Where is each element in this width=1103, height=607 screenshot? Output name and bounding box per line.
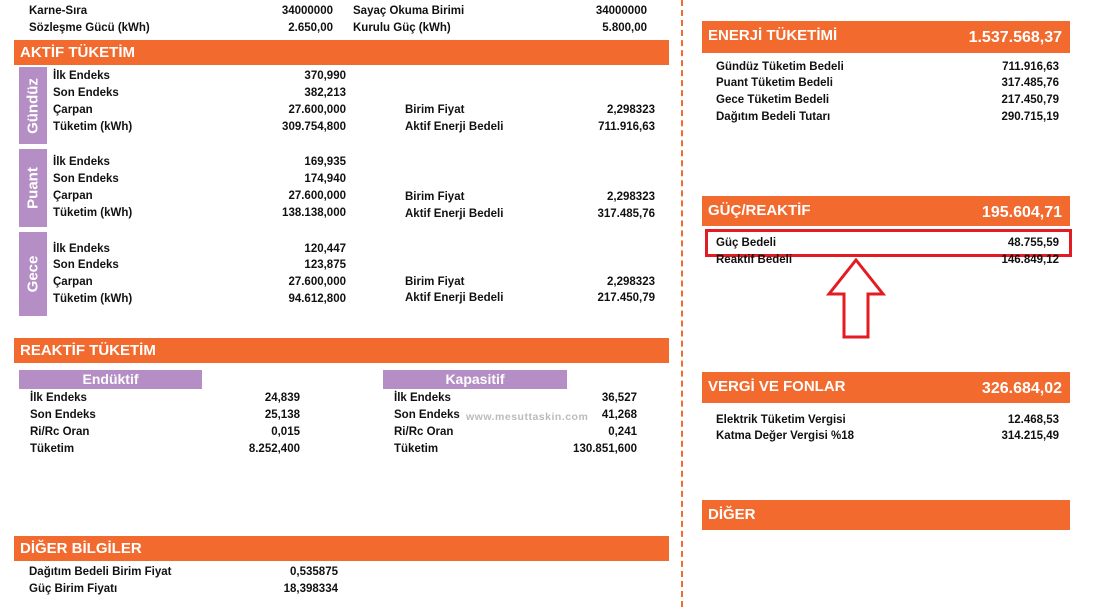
gunduz-carpan-label: Çarpan (53, 104, 93, 116)
dagitim-birim-value: 0,535875 (290, 566, 338, 578)
kapasitif-tuketim-value: 130.851,600 (573, 443, 637, 455)
karne-label: Karne-Sıra (29, 5, 88, 17)
gece-birim-label: Birim Fiyat (405, 276, 465, 288)
enerji-row-label: Dağıtım Bedeli Tutarı (716, 111, 831, 123)
dagitim-birim-label: Dağıtım Bedeli Birim Fiyat (29, 566, 172, 578)
diger-bilgiler-header (14, 536, 669, 561)
kurulu-value: 5.800,00 (602, 22, 647, 34)
diger-title: DİĞER (708, 506, 756, 523)
kurulu-label: Kurulu Güç (kWh) (353, 22, 451, 34)
enerji-row-value: 317.485,76 (1001, 77, 1059, 89)
gunduz-ilk-value: 370,990 (304, 70, 346, 82)
puant-son-label: Son Endeks (53, 173, 119, 185)
enerji-row-value: 217.450,79 (1001, 94, 1059, 106)
gece-carpan-value: 27.600,000 (288, 276, 346, 288)
karne-value: 34000000 (281, 5, 333, 17)
diger-header (702, 500, 1070, 530)
guc-header (702, 196, 1070, 226)
puant-tuketim-label: Tüketim (kWh) (53, 207, 133, 219)
aktif-tuketim-header (14, 40, 669, 65)
gece-tuketim-label: Tüketim (kWh) (53, 293, 133, 305)
kapasitif-son-label: Son Endeks (394, 409, 460, 421)
sayac-label: Sayaç Okuma Birimi (353, 5, 465, 17)
puant-carpan-label: Çarpan (53, 190, 93, 202)
gece-bedel-label: Aktif Enerji Bedeli (405, 292, 504, 304)
enerji-row-value: 711.916,63 (1002, 61, 1059, 73)
kapasitif-son-value: 41,268 (601, 409, 637, 421)
vergi-row-value: 12.468,53 (1007, 414, 1059, 426)
kapasitif-tab: Kapasitif (383, 370, 567, 389)
enerji-row-label: Gece Tüketim Bedeli (716, 94, 830, 106)
enduktif-oran-label: Ri/Rc Oran (30, 426, 90, 438)
kapasitif-tuketim-label: Tüketim (394, 443, 439, 455)
puant-ilk-value: 169,935 (304, 156, 346, 168)
enduktif-tab: Endüktif (19, 370, 202, 389)
vergi-row-label: Elektrik Tüketim Vergisi (716, 414, 846, 426)
gece-son-label: Son Endeks (53, 259, 119, 271)
puant-carpan-value: 27.600,000 (288, 190, 346, 202)
vergi-title: VERGİ VE FONLAR (708, 378, 846, 395)
enduktif-ilk-label: İlk Endeks (30, 392, 87, 404)
sayac-value: 34000000 (595, 5, 647, 17)
watermark: www.mesuttaskin.com (466, 411, 589, 423)
enduktif-ilk-value: 24,839 (264, 392, 300, 404)
guc-row-value: 48.755,59 (1007, 237, 1059, 249)
gece-tab: Gece (19, 232, 47, 316)
enerji-title: ENERJİ TÜKETİMİ (708, 27, 838, 44)
puant-tab: Puant (19, 149, 47, 227)
enduktif-son-value: 25,138 (264, 409, 300, 421)
gece-ilk-value: 120,447 (304, 243, 346, 255)
puant-ilk-label: İlk Endeks (53, 156, 110, 168)
enduktif-tuketim-value: 8.252,400 (248, 443, 300, 455)
puant-birim-label: Birim Fiyat (405, 191, 465, 203)
vergi-total: 326.684,02 (981, 380, 1062, 397)
kapasitif-oran-value: 0,241 (608, 426, 637, 438)
gece-tuketim-value: 94.612,800 (288, 293, 346, 305)
aktif-tuketim-title: AKTİF TÜKETİM (20, 44, 135, 61)
puant-birim-value: 2,298323 (607, 191, 655, 203)
enerji-header (702, 21, 1070, 53)
diger-bilgiler-title: DİĞER BİLGİLER (20, 540, 142, 557)
gunduz-birim-value: 2,298323 (607, 104, 655, 116)
gunduz-bedel-label: Aktif Enerji Bedeli (405, 121, 504, 133)
gece-bedel-value: 217.450,79 (597, 292, 655, 304)
guc-row-label: Reaktif Bedeli (716, 254, 793, 266)
puant-tuketim-value: 138.138,000 (282, 207, 346, 219)
up-arrow-icon (825, 258, 887, 340)
reaktif-tuketim-title: REAKTİF TÜKETİM (20, 342, 156, 359)
enerji-row-label: Gündüz Tüketim Bedeli (716, 61, 844, 73)
guc-birim-label: Güç Birim Fiyatı (29, 583, 118, 595)
guc-row-label: Güç Bedeli (716, 237, 777, 249)
reaktif-tuketim-header (14, 338, 669, 363)
gece-ilk-label: İlk Endeks (53, 243, 110, 255)
puant-bedel-value: 317.485,76 (597, 208, 655, 220)
gunduz-tuketim-label: Tüketim (kWh) (53, 121, 133, 133)
kapasitif-ilk-label: İlk Endeks (394, 392, 451, 404)
gunduz-tuketim-value: 309.754,800 (282, 121, 346, 133)
gunduz-tab: Gündüz (19, 67, 47, 144)
gunduz-carpan-value: 27.600,000 (288, 104, 346, 116)
vergi-header (702, 372, 1070, 403)
enduktif-son-label: Son Endeks (30, 409, 96, 421)
gunduz-son-label: Son Endeks (53, 87, 119, 99)
kapasitif-oran-label: Ri/Rc Oran (394, 426, 454, 438)
puant-son-value: 174,940 (304, 173, 346, 185)
guc-birim-value: 18,398334 (283, 583, 338, 595)
gece-son-value: 123,875 (304, 259, 346, 271)
puant-bedel-label: Aktif Enerji Bedeli (405, 208, 504, 220)
sozlesme-label: Sözleşme Gücü (kWh) (29, 22, 150, 34)
gece-birim-value: 2,298323 (607, 276, 655, 288)
gunduz-birim-label: Birim Fiyat (405, 104, 465, 116)
gunduz-ilk-label: İlk Endeks (53, 70, 110, 82)
enduktif-tuketim-label: Tüketim (30, 443, 75, 455)
enerji-row-value: 290.715,19 (1001, 111, 1059, 123)
gece-carpan-label: Çarpan (53, 276, 93, 288)
guc-total: 195.604,71 (981, 204, 1062, 221)
kapasitif-ilk-value: 36,527 (601, 392, 637, 404)
vergi-row-value: 314.215,49 (1001, 430, 1059, 442)
guc-row-value: 146.849,12 (1001, 254, 1059, 266)
guc-title: GÜÇ/REAKTİF (708, 202, 811, 219)
gunduz-son-value: 382,213 (304, 87, 346, 99)
column-divider (681, 0, 683, 607)
enerji-row-label: Puant Tüketim Bedeli (716, 77, 833, 89)
gunduz-bedel-value: 711.916,63 (598, 121, 655, 133)
sozlesme-value: 2.650,00 (288, 22, 333, 34)
vergi-row-label: Katma Değer Vergisi %18 (716, 430, 855, 442)
enduktif-oran-value: 0,015 (271, 426, 300, 438)
enerji-total: 1.537.568,37 (968, 29, 1062, 46)
